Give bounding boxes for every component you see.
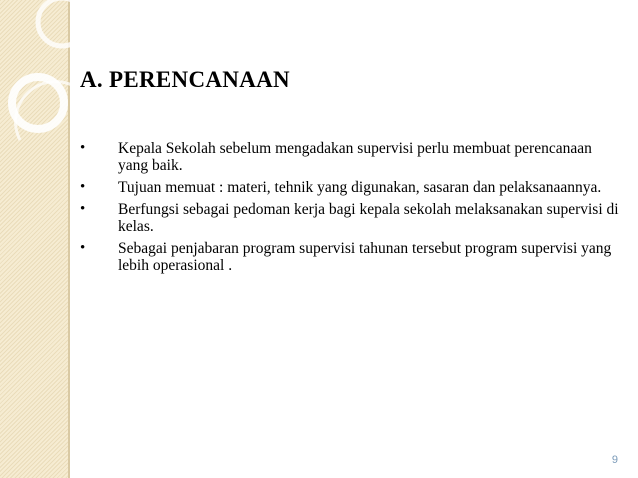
slide-title: A. PERENCANAAN (80, 67, 290, 92)
bullet-item (80, 140, 620, 174)
bullet-text: Berfungsi sebagai pedoman kerja bagi kepala sekolah melaksanakan supervisi di kelas. (118, 201, 619, 235)
bullet-item (80, 201, 620, 235)
bullet-list (80, 140, 620, 279)
bullet-item (80, 240, 620, 274)
bullet-text: Kepala Sekolah sebelum mengadakan supervisi perlu membuat perencanaan yang baik. (118, 140, 592, 174)
bullet-text: Tujuan memuat : materi, tehnik yang digunakan, sasaran dan pelaksanaannya. (118, 179, 602, 196)
small-ring (38, 0, 86, 46)
bullet-marker: • (80, 179, 86, 195)
page-number: 9 (611, 454, 618, 466)
bullet-item (80, 179, 620, 196)
bullet-marker: • (80, 240, 86, 256)
bullet-marker: • (80, 140, 86, 156)
bullet-text: Sebagai penjabaran program supervisi tahunan tersebut program supervisi yang lebih operasional . (118, 240, 612, 274)
bullet-marker: • (80, 201, 86, 217)
